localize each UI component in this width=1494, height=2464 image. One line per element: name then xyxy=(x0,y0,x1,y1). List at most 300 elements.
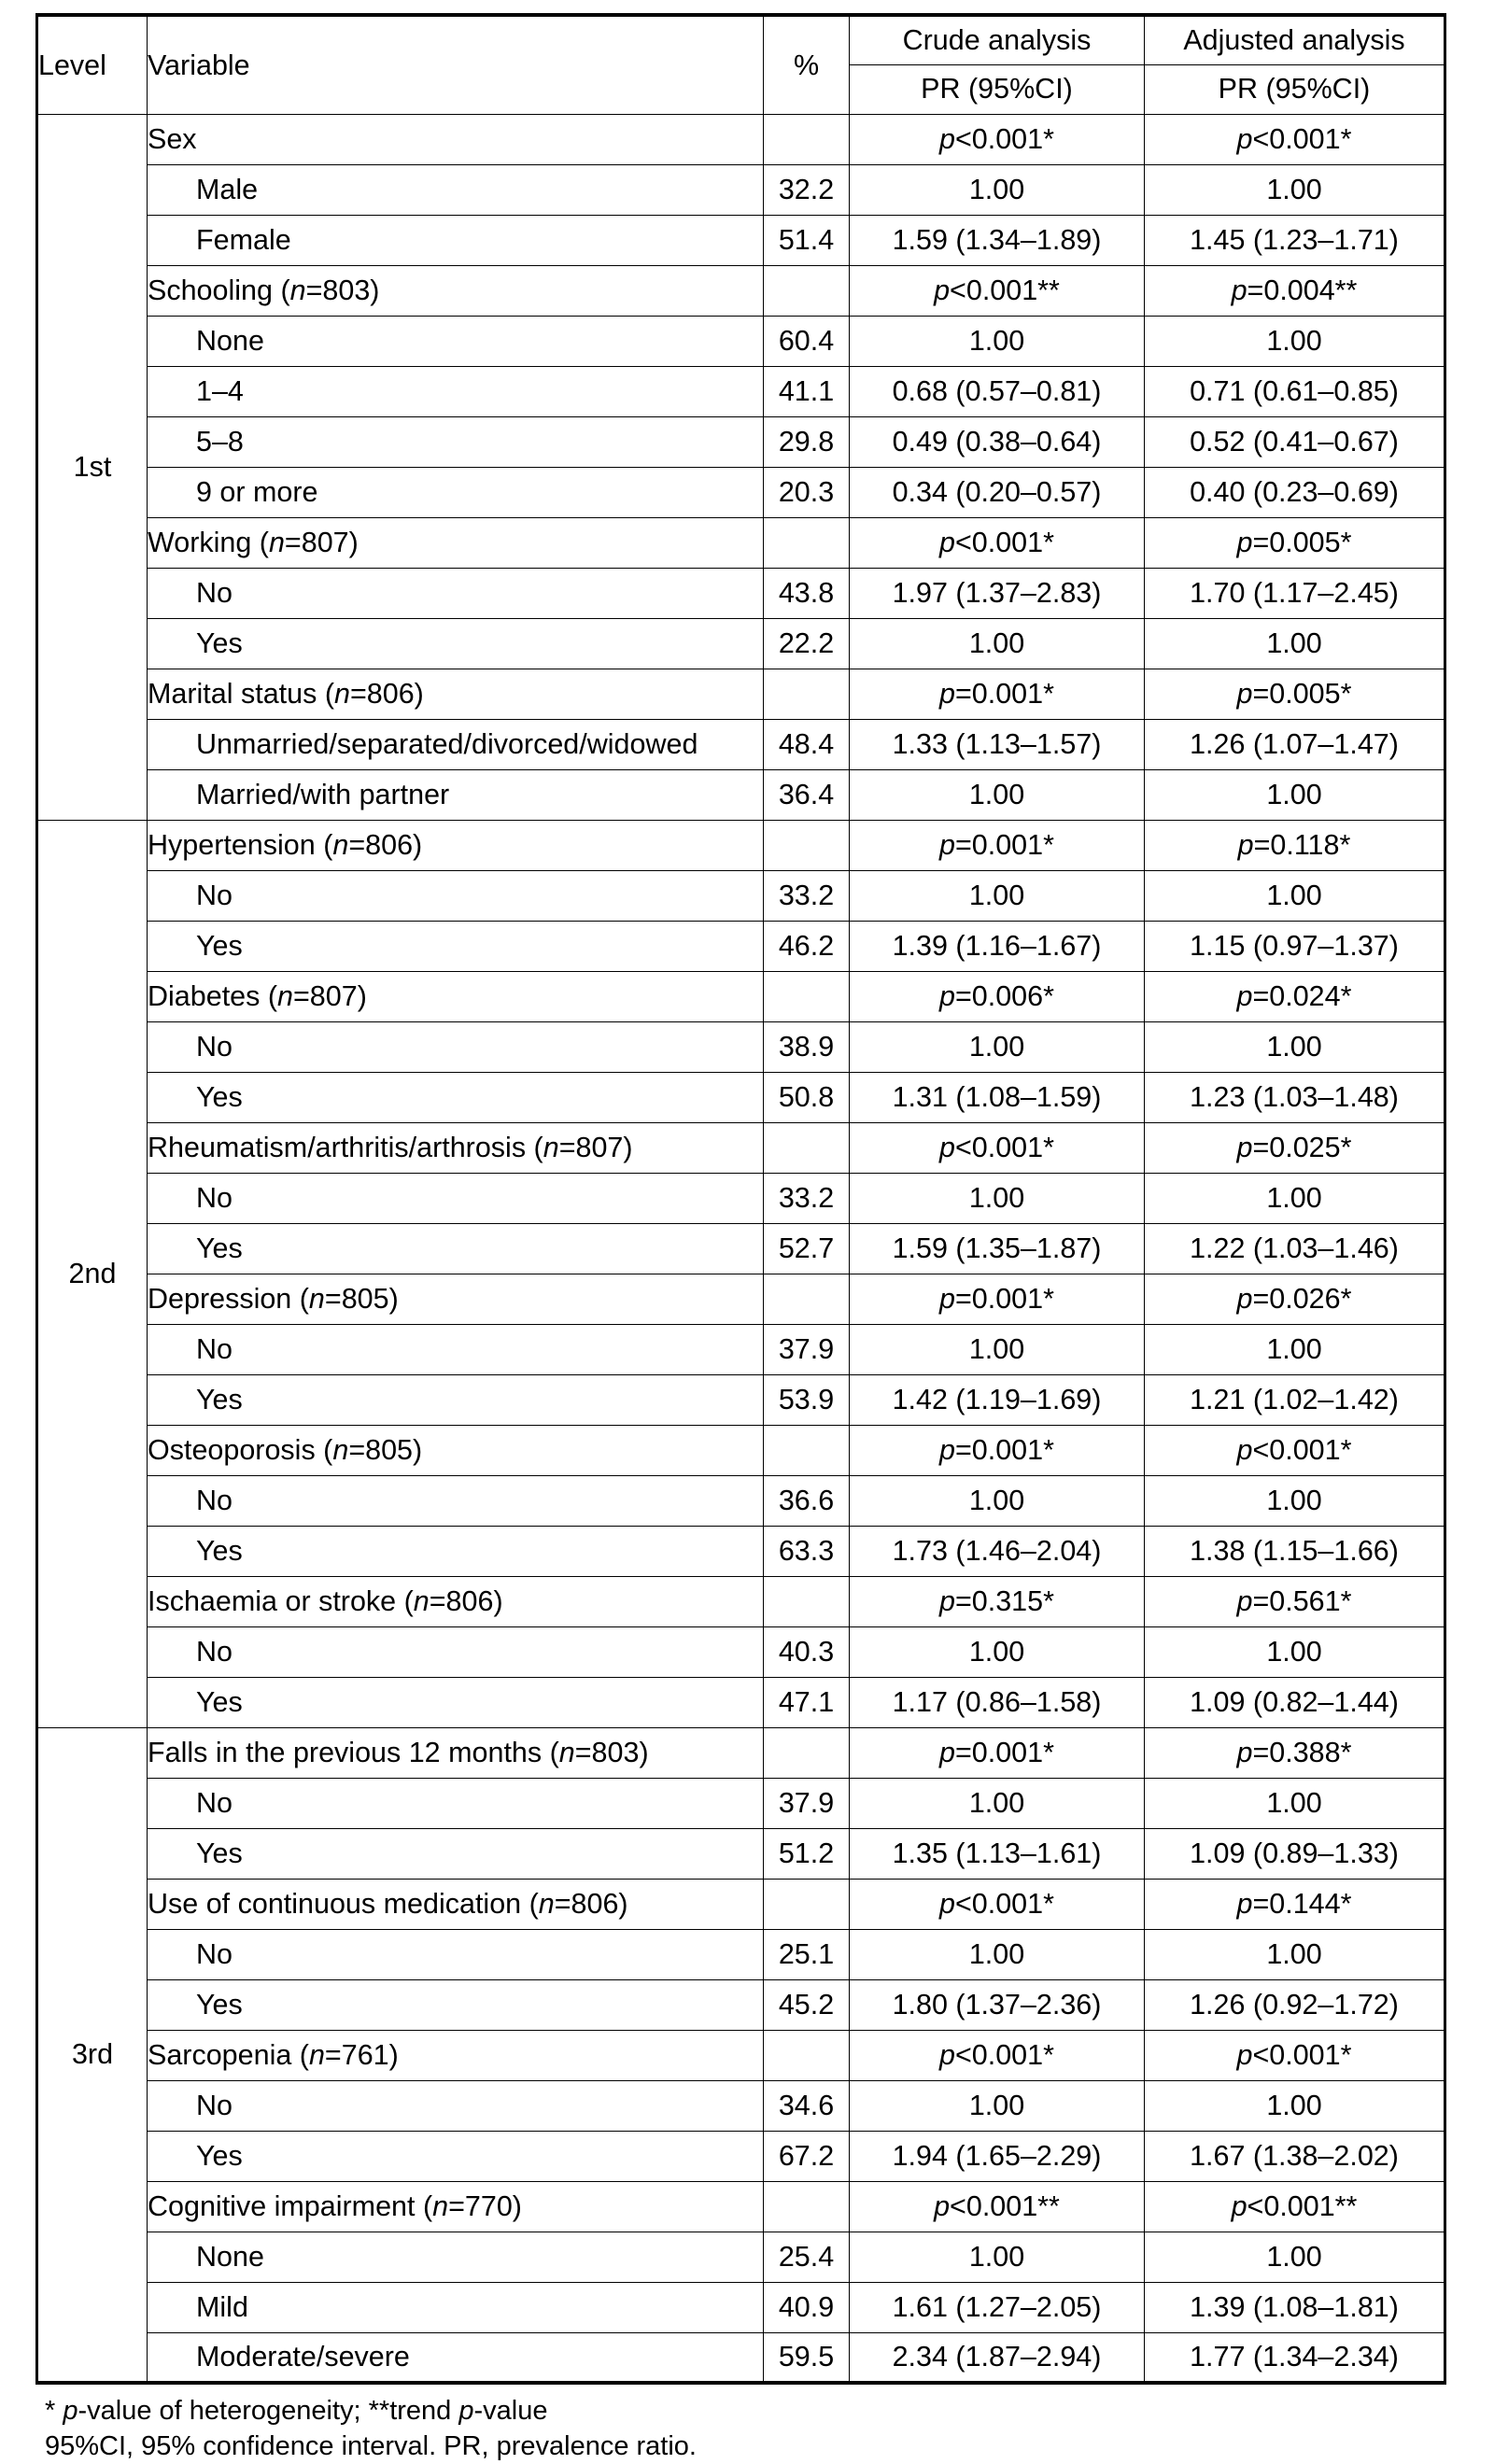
percent-value: 51.2 xyxy=(764,1828,850,1879)
adjusted-p-value: p=0.004** xyxy=(1145,265,1445,316)
category-label: Yes xyxy=(148,618,764,669)
category-label: Male xyxy=(148,164,764,215)
group-label: Use of continuous medication xyxy=(148,1887,522,1920)
p-italic: p xyxy=(934,2189,951,2222)
percent-value xyxy=(764,1727,850,1778)
table-row xyxy=(37,1072,1445,1122)
crude-pr-value: 1.00 xyxy=(850,1929,1145,1979)
p-italic: p xyxy=(939,1736,955,1768)
category-label: Yes xyxy=(148,1979,764,2030)
percent-value xyxy=(764,669,850,719)
variable-group-name: Cognitive impairment (n=770) xyxy=(148,2181,764,2232)
adjusted-pr-value: 1.00 xyxy=(1145,1324,1445,1374)
table-row xyxy=(37,416,1445,467)
crude-p-value: p<0.001* xyxy=(850,1122,1145,1173)
category-label: None xyxy=(148,316,764,366)
percent-value: 59.5 xyxy=(764,2332,850,2383)
adjusted-p-value: p<0.001* xyxy=(1145,2030,1445,2080)
adjusted-pr-value: 1.00 xyxy=(1145,1929,1445,1979)
header-crude-analysis: Crude analysis xyxy=(850,15,1145,64)
table-row xyxy=(37,164,1445,215)
header-variable: Variable xyxy=(148,15,764,114)
p-italic: p xyxy=(1237,828,1254,861)
percent-value xyxy=(764,2181,850,2232)
table-row xyxy=(37,1374,1445,1425)
footnote-text-1: -value of heterogeneity; **trend xyxy=(78,2396,459,2426)
percent-value: 40.9 xyxy=(764,2282,850,2332)
p-italic: p xyxy=(939,526,955,558)
crude-pr-value: 1.00 xyxy=(850,316,1145,366)
category-label: No xyxy=(148,1173,764,1223)
crude-pr-value: 1.31 (1.08–1.59) xyxy=(850,1072,1145,1122)
adjusted-pr-value: 1.00 xyxy=(1145,618,1445,669)
table-row xyxy=(37,1021,1445,1072)
variable-group-name: Rheumatism/arthritis/arthrosis (n=807) xyxy=(148,1122,764,1173)
percent-value: 51.4 xyxy=(764,215,850,265)
table-row xyxy=(37,1122,1445,1173)
percent-value xyxy=(764,1879,850,1929)
header-percent: % xyxy=(764,15,850,114)
table-row xyxy=(37,1526,1445,1576)
crude-pr-value: 1.00 xyxy=(850,1475,1145,1526)
footnote-asterisk: * xyxy=(45,2396,63,2426)
crude-pr-value: 1.00 xyxy=(850,1324,1145,1374)
percent-value xyxy=(764,2030,850,2080)
variable-group-name: Diabetes (n=807) xyxy=(148,971,764,1021)
variable-group-name: Schooling (n=803) xyxy=(148,265,764,316)
percent-value: 29.8 xyxy=(764,416,850,467)
p-italic: p xyxy=(1231,274,1247,306)
group-label: Diabetes xyxy=(148,979,261,1012)
p-italic: p xyxy=(1231,2189,1247,2222)
table-row xyxy=(37,1475,1445,1526)
category-label: Mild xyxy=(148,2282,764,2332)
adjusted-p-value: p=0.388* xyxy=(1145,1727,1445,1778)
category-label: No xyxy=(148,1929,764,1979)
percent-value xyxy=(764,1425,850,1475)
percent-value: 47.1 xyxy=(764,1677,850,1727)
crude-p-value: p<0.001** xyxy=(850,2181,1145,2232)
adjusted-pr-value: 1.00 xyxy=(1145,1778,1445,1828)
category-label: Moderate/severe xyxy=(148,2332,764,2383)
crude-pr-value: 1.17 (0.86–1.58) xyxy=(850,1677,1145,1727)
adjusted-p-value: p=0.561* xyxy=(1145,1576,1445,1626)
sample-size-n-italic: n xyxy=(558,1736,575,1768)
category-label: Yes xyxy=(148,1677,764,1727)
table-row xyxy=(37,1778,1445,1828)
percent-value: 53.9 xyxy=(764,1374,850,1425)
sample-size-n-italic: n xyxy=(413,1584,430,1617)
adjusted-p-value: p=0.005* xyxy=(1145,669,1445,719)
variable-group-name: Use of continuous medication (n=806) xyxy=(148,1879,764,1929)
percent-value xyxy=(764,1122,850,1173)
p-italic: p xyxy=(939,1282,955,1315)
p-italic: p xyxy=(939,979,955,1012)
table-row xyxy=(37,1979,1445,2030)
sample-size-n-italic: n xyxy=(538,1887,555,1920)
p-italic: p xyxy=(939,2038,955,2071)
adjusted-p-value: p=0.144* xyxy=(1145,1879,1445,1929)
p-italic: p xyxy=(1236,677,1253,710)
category-label: 1–4 xyxy=(148,366,764,416)
footnote-text-2: -value xyxy=(473,2396,548,2426)
category-label: Yes xyxy=(148,921,764,971)
variable-group-name: Depression (n=805) xyxy=(148,1274,764,1324)
p-italic: p xyxy=(1236,122,1253,155)
adjusted-p-value: p<0.001* xyxy=(1145,1425,1445,1475)
category-label: Yes xyxy=(148,1828,764,1879)
group-label: Marital status xyxy=(148,677,317,710)
adjusted-pr-value: 1.00 xyxy=(1145,164,1445,215)
p-italic: p xyxy=(1236,1433,1253,1466)
table-row xyxy=(37,2131,1445,2181)
crude-pr-value: 1.73 (1.46–2.04) xyxy=(850,1526,1145,1576)
variable-group-name: Ischaemia or stroke (n=806) xyxy=(148,1576,764,1626)
table-row xyxy=(37,669,1445,719)
percent-value xyxy=(764,1576,850,1626)
p-italic: p xyxy=(1236,526,1253,558)
crude-p-value: p=0.001* xyxy=(850,1727,1145,1778)
adjusted-pr-value: 1.00 xyxy=(1145,1475,1445,1526)
category-label: Yes xyxy=(148,1072,764,1122)
percent-value: 38.9 xyxy=(764,1021,850,1072)
percent-value: 41.1 xyxy=(764,366,850,416)
crude-pr-value: 1.00 xyxy=(850,1021,1145,1072)
sample-size-n-italic: n xyxy=(543,1131,559,1163)
group-label: Sarcopenia xyxy=(148,2038,292,2071)
group-label: Falls in the previous 12 months xyxy=(148,1736,543,1768)
percent-value: 48.4 xyxy=(764,719,850,769)
percent-value: 25.4 xyxy=(764,2232,850,2282)
crude-pr-value: 1.00 xyxy=(850,1173,1145,1223)
adjusted-pr-value: 1.00 xyxy=(1145,1626,1445,1677)
crude-pr-value: 1.00 xyxy=(850,769,1145,820)
header-row-primary xyxy=(37,15,1445,64)
group-label: Schooling xyxy=(148,274,273,306)
percent-value: 34.6 xyxy=(764,2080,850,2131)
adjusted-pr-value: 1.00 xyxy=(1145,1173,1445,1223)
adjusted-pr-value: 1.77 (1.34–2.34) xyxy=(1145,2332,1445,2383)
header-adjusted-analysis: Adjusted analysis xyxy=(1145,15,1445,64)
table-row xyxy=(37,2080,1445,2131)
crude-pr-value: 0.49 (0.38–0.64) xyxy=(850,416,1145,467)
p-italic: p xyxy=(1236,1131,1253,1163)
variable-group-name: Falls in the previous 12 months (n=803) xyxy=(148,1727,764,1778)
p-italic: p xyxy=(934,274,951,306)
table-row xyxy=(37,366,1445,416)
percent-value: 67.2 xyxy=(764,2131,850,2181)
percent-value: 45.2 xyxy=(764,1979,850,2030)
percent-value xyxy=(764,517,850,568)
level-label: 2nd xyxy=(37,820,148,1727)
table-row xyxy=(37,1879,1445,1929)
adjusted-pr-value: 1.70 (1.17–2.45) xyxy=(1145,568,1445,618)
crude-pr-value: 1.39 (1.16–1.67) xyxy=(850,921,1145,971)
p-italic: p xyxy=(939,828,955,861)
crude-pr-value: 1.42 (1.19–1.69) xyxy=(850,1374,1145,1425)
sample-size-n-italic: n xyxy=(332,1433,349,1466)
category-label: No xyxy=(148,1475,764,1526)
adjusted-p-value: p<0.001** xyxy=(1145,2181,1445,2232)
crude-pr-value: 1.00 xyxy=(850,2080,1145,2131)
percent-value: 50.8 xyxy=(764,1072,850,1122)
group-label: Rheumatism/arthritis/arthrosis xyxy=(148,1131,527,1163)
table-body xyxy=(37,114,1445,2383)
percent-value: 52.7 xyxy=(764,1223,850,1274)
crude-p-value: p=0.001* xyxy=(850,1425,1145,1475)
table-row xyxy=(37,769,1445,820)
category-label: None xyxy=(148,2232,764,2282)
variable-group-name: Osteoporosis (n=805) xyxy=(148,1425,764,1475)
crude-p-value: p<0.001* xyxy=(850,114,1145,164)
prevalence-ratio-table xyxy=(35,13,1446,2385)
table-row xyxy=(37,820,1445,870)
group-label: Hypertension xyxy=(148,828,316,861)
crude-p-value: p=0.001* xyxy=(850,669,1145,719)
sample-size-n-italic: n xyxy=(334,677,350,710)
table-row xyxy=(37,719,1445,769)
category-label: Yes xyxy=(148,1374,764,1425)
sample-size-n-italic: n xyxy=(432,2189,449,2222)
table-row xyxy=(37,467,1445,517)
group-label: Working xyxy=(148,526,252,558)
table-row xyxy=(37,1576,1445,1626)
crude-pr-value: 1.00 xyxy=(850,2232,1145,2282)
sample-size-n-italic: n xyxy=(308,2038,325,2071)
adjusted-pr-value: 1.00 xyxy=(1145,870,1445,921)
percent-value: 40.3 xyxy=(764,1626,850,1677)
p-italic: p xyxy=(1236,1282,1253,1315)
percent-value: 33.2 xyxy=(764,870,850,921)
table-row xyxy=(37,1173,1445,1223)
percent-value: 20.3 xyxy=(764,467,850,517)
footnote-line-2: 95%CI, 95% confidence interval. PR, prevalence ratio. xyxy=(45,2430,697,2461)
table-row xyxy=(37,568,1445,618)
p-italic: p xyxy=(939,677,955,710)
group-label: Cognitive impairment xyxy=(148,2189,416,2222)
adjusted-pr-value: 1.67 (1.38–2.02) xyxy=(1145,2131,1445,2181)
crude-pr-value: 1.59 (1.35–1.87) xyxy=(850,1223,1145,1274)
p-italic: p xyxy=(939,1433,955,1466)
category-label: Yes xyxy=(148,1526,764,1576)
variable-group-name: Sarcopenia (n=761) xyxy=(148,2030,764,2080)
table-footnotes xyxy=(35,2394,1451,2464)
category-label: Unmarried/separated/divorced/widowed xyxy=(148,719,764,769)
p-italic: p xyxy=(1236,979,1253,1012)
variable-group-name xyxy=(148,114,764,164)
crude-pr-value: 1.61 (1.27–2.05) xyxy=(850,2282,1145,2332)
adjusted-pr-value: 1.26 (0.92–1.72) xyxy=(1145,1979,1445,2030)
footnote-p-italic-1: p xyxy=(63,2396,78,2426)
category-label: No xyxy=(148,870,764,921)
p-italic: p xyxy=(939,1584,955,1617)
adjusted-pr-value: 1.23 (1.03–1.48) xyxy=(1145,1072,1445,1122)
adjusted-p-value: p<0.001* xyxy=(1145,114,1445,164)
adjusted-pr-value: 1.00 xyxy=(1145,2232,1445,2282)
adjusted-p-value: p=0.026* xyxy=(1145,1274,1445,1324)
percent-value: 63.3 xyxy=(764,1526,850,1576)
percent-value xyxy=(764,1274,850,1324)
crude-pr-value: 1.00 xyxy=(850,618,1145,669)
percent-value xyxy=(764,265,850,316)
sample-size-n-italic: n xyxy=(289,274,306,306)
adjusted-p-value: p=0.025* xyxy=(1145,1122,1445,1173)
group-label: Osteoporosis xyxy=(148,1433,316,1466)
footnote-line-1 xyxy=(41,2394,1451,2429)
variable-group-name: Hypertension (n=806) xyxy=(148,820,764,870)
sample-size-n-italic: n xyxy=(332,828,349,861)
table-row xyxy=(37,1274,1445,1324)
p-italic: p xyxy=(939,122,955,155)
table-row xyxy=(37,971,1445,1021)
p-italic: p xyxy=(1236,1736,1253,1768)
adjusted-p-value: p=0.005* xyxy=(1145,517,1445,568)
table-row xyxy=(37,1425,1445,1475)
crude-p-value: p=0.315* xyxy=(850,1576,1145,1626)
adjusted-pr-value: 1.00 xyxy=(1145,2080,1445,2131)
percent-value: 36.6 xyxy=(764,1475,850,1526)
crude-pr-value: 1.00 xyxy=(850,1778,1145,1828)
sample-size-n-italic: n xyxy=(308,1282,325,1315)
table-header xyxy=(37,15,1445,114)
adjusted-pr-value: 1.38 (1.15–1.66) xyxy=(1145,1526,1445,1576)
category-label: No xyxy=(148,2080,764,2131)
table-row xyxy=(37,921,1445,971)
percent-value xyxy=(764,114,850,164)
category-label: No xyxy=(148,1626,764,1677)
category-label: 5–8 xyxy=(148,416,764,467)
header-crude-pr: PR (95%CI) xyxy=(850,64,1145,114)
table-row xyxy=(37,1828,1445,1879)
crude-p-value: p<0.001* xyxy=(850,517,1145,568)
crude-p-value: p=0.001* xyxy=(850,1274,1145,1324)
crude-pr-value: 1.80 (1.37–2.36) xyxy=(850,1979,1145,2030)
crude-p-value: p=0.001* xyxy=(850,820,1145,870)
crude-pr-value: 1.00 xyxy=(850,870,1145,921)
group-label: Depression xyxy=(148,1282,292,1315)
crude-pr-value: 1.00 xyxy=(850,164,1145,215)
crude-pr-value: 1.33 (1.13–1.57) xyxy=(850,719,1145,769)
sample-size-n-italic: n xyxy=(277,979,293,1012)
crude-p-value: p=0.006* xyxy=(850,971,1145,1021)
adjusted-pr-value: 0.71 (0.61–0.85) xyxy=(1145,366,1445,416)
variable-group-name: Marital status (n=806) xyxy=(148,669,764,719)
table-row xyxy=(37,2232,1445,2282)
table-row xyxy=(37,1727,1445,1778)
adjusted-pr-value: 1.09 (0.89–1.33) xyxy=(1145,1828,1445,1879)
sample-size-n-italic: n xyxy=(268,526,285,558)
table-row xyxy=(37,870,1445,921)
crude-pr-value: 2.34 (1.87–2.94) xyxy=(850,2332,1145,2383)
percent-value: 46.2 xyxy=(764,921,850,971)
adjusted-pr-value: 0.52 (0.41–0.67) xyxy=(1145,416,1445,467)
crude-p-value: p<0.001* xyxy=(850,1879,1145,1929)
percent-value xyxy=(764,820,850,870)
adjusted-p-value: p=0.024* xyxy=(1145,971,1445,1021)
percent-value: 43.8 xyxy=(764,568,850,618)
adjusted-pr-value: 1.39 (1.08–1.81) xyxy=(1145,2282,1445,2332)
table-row xyxy=(37,2181,1445,2232)
crude-pr-value: 0.34 (0.20–0.57) xyxy=(850,467,1145,517)
adjusted-pr-value: 1.09 (0.82–1.44) xyxy=(1145,1677,1445,1727)
percent-value: 33.2 xyxy=(764,1173,850,1223)
table-row xyxy=(37,2030,1445,2080)
category-label: Yes xyxy=(148,2131,764,2181)
level-label: 1st xyxy=(37,114,148,820)
table-row xyxy=(37,2282,1445,2332)
group-label: Ischaemia or stroke xyxy=(148,1584,397,1617)
percent-value: 36.4 xyxy=(764,769,850,820)
table-row xyxy=(37,114,1445,164)
crude-p-value: p<0.001* xyxy=(850,2030,1145,2080)
table-row xyxy=(37,1677,1445,1727)
table-row xyxy=(37,215,1445,265)
crude-pr-value: 1.94 (1.65–2.29) xyxy=(850,2131,1145,2181)
category-label: 9 or more xyxy=(148,467,764,517)
adjusted-pr-value: 0.40 (0.23–0.69) xyxy=(1145,467,1445,517)
table-row xyxy=(37,1626,1445,1677)
footnote-p-italic-2: p xyxy=(458,2396,474,2426)
table-row xyxy=(37,618,1445,669)
crude-pr-value: 0.68 (0.57–0.81) xyxy=(850,366,1145,416)
crude-pr-value: 1.00 xyxy=(850,1626,1145,1677)
category-label: Female xyxy=(148,215,764,265)
adjusted-p-value: p=0.118* xyxy=(1145,820,1445,870)
percent-value: 25.1 xyxy=(764,1929,850,1979)
table-row xyxy=(37,1324,1445,1374)
category-label: Yes xyxy=(148,1223,764,1274)
percent-value xyxy=(764,971,850,1021)
header-level: Level xyxy=(37,15,148,114)
percent-value: 37.9 xyxy=(764,1324,850,1374)
table-row xyxy=(37,2332,1445,2383)
adjusted-pr-value: 1.22 (1.03–1.46) xyxy=(1145,1223,1445,1274)
variable-group-name: Working (n=807) xyxy=(148,517,764,568)
group-label: Sex xyxy=(148,122,197,155)
table-row xyxy=(37,1929,1445,1979)
header-adjusted-pr: PR (95%CI) xyxy=(1145,64,1445,114)
adjusted-pr-value: 1.21 (1.02–1.42) xyxy=(1145,1374,1445,1425)
p-italic: p xyxy=(939,1887,955,1920)
percent-value: 22.2 xyxy=(764,618,850,669)
level-label: 3rd xyxy=(37,1727,148,2383)
table-row xyxy=(37,265,1445,316)
table-row xyxy=(37,316,1445,366)
p-italic: p xyxy=(1236,2038,1253,2071)
adjusted-pr-value: 1.00 xyxy=(1145,1021,1445,1072)
p-italic: p xyxy=(1236,1887,1253,1920)
crude-pr-value: 1.59 (1.34–1.89) xyxy=(850,215,1145,265)
crude-p-value: p<0.001** xyxy=(850,265,1145,316)
percent-value: 60.4 xyxy=(764,316,850,366)
percent-value: 32.2 xyxy=(764,164,850,215)
adjusted-pr-value: 1.45 (1.23–1.71) xyxy=(1145,215,1445,265)
table-row xyxy=(37,517,1445,568)
category-label: No xyxy=(148,1324,764,1374)
adjusted-pr-value: 1.26 (1.07–1.47) xyxy=(1145,719,1445,769)
category-label: No xyxy=(148,1021,764,1072)
p-italic: p xyxy=(1236,1584,1253,1617)
crude-pr-value: 1.35 (1.13–1.61) xyxy=(850,1828,1145,1879)
table-row xyxy=(37,1223,1445,1274)
adjusted-pr-value: 1.15 (0.97–1.37) xyxy=(1145,921,1445,971)
adjusted-pr-value: 1.00 xyxy=(1145,769,1445,820)
adjusted-pr-value: 1.00 xyxy=(1145,316,1445,366)
crude-pr-value: 1.97 (1.37–2.83) xyxy=(850,568,1145,618)
category-label: Married/with partner xyxy=(148,769,764,820)
percent-value: 37.9 xyxy=(764,1778,850,1828)
p-italic: p xyxy=(939,1131,955,1163)
